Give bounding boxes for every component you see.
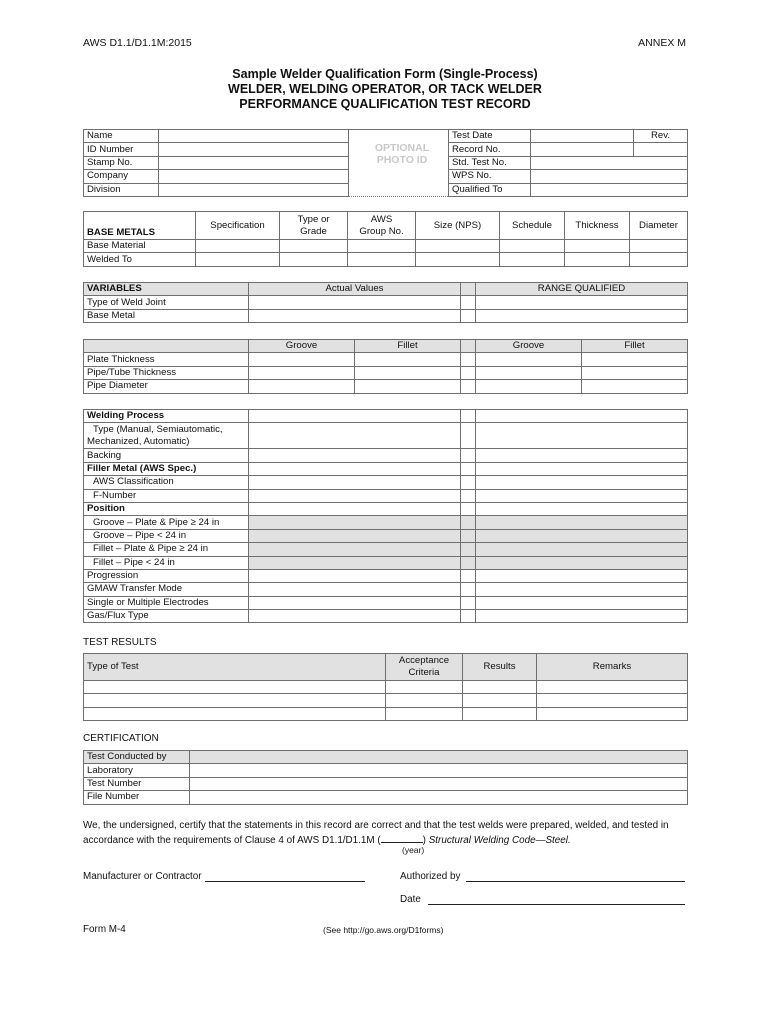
- test-row-1-criteria[interactable]: [386, 681, 463, 694]
- type-note-2: Mechanized, Automatic): [87, 435, 190, 447]
- welded-to-thickness[interactable]: [565, 253, 630, 266]
- file-number-label: File Number: [84, 791, 190, 804]
- plate-thickness-groove[interactable]: [249, 353, 355, 366]
- pipe-thickness-range-groove[interactable]: [476, 366, 582, 379]
- spacer-cell: [461, 610, 476, 623]
- f-number-label: F-Number: [84, 489, 249, 502]
- id-number-field[interactable]: [159, 143, 349, 156]
- spacer-cell: [461, 449, 476, 462]
- base-metal-label: Base Metal: [84, 309, 249, 322]
- test-row-2-type[interactable]: [84, 694, 386, 707]
- welded-to-grade[interactable]: [280, 253, 348, 266]
- statement-line-2: accordance with the requirements of Clause 4 of AWS D1.1/D1.1M (: [83, 835, 381, 846]
- base-material-size[interactable]: [416, 240, 500, 253]
- test-number-label: Test Number: [84, 777, 190, 790]
- test-row-1-results[interactable]: [463, 681, 537, 694]
- gmaw-range[interactable]: [476, 583, 688, 596]
- plate-thickness-fillet[interactable]: [355, 353, 461, 366]
- pipe-diameter-groove[interactable]: [249, 380, 355, 393]
- spacer-cell: [461, 529, 476, 542]
- position-actual[interactable]: [249, 502, 461, 515]
- base-material-schedule[interactable]: [500, 240, 565, 253]
- actual-groove-header: Groove: [249, 340, 355, 353]
- variables-table: [83, 282, 688, 323]
- spacer-cell: [461, 476, 476, 489]
- test-row-1-remarks[interactable]: [537, 681, 688, 694]
- filler-metal-label: Filler Metal (AWS Spec.): [84, 462, 249, 475]
- photo-line-2: PHOTO ID: [376, 154, 428, 166]
- qualified-to-field[interactable]: [531, 183, 688, 196]
- spacer-cell: [461, 583, 476, 596]
- welding-process-range[interactable]: [476, 410, 688, 423]
- test-row-2-results[interactable]: [463, 694, 537, 707]
- name-label: Name: [84, 130, 159, 143]
- progression-range[interactable]: [476, 569, 688, 582]
- plate-thickness-range-fillet[interactable]: [582, 353, 688, 366]
- welded-to-label: Welded To: [84, 253, 196, 266]
- welded-to-schedule[interactable]: [500, 253, 565, 266]
- test-row-3-criteria[interactable]: [386, 707, 463, 720]
- backing-label: Backing: [84, 449, 249, 462]
- spacer-cell: [461, 502, 476, 515]
- test-row-3-type[interactable]: [84, 707, 386, 720]
- pipe-diameter-fillet[interactable]: [355, 380, 461, 393]
- groove-fillet-corner: [84, 340, 249, 353]
- year-blank[interactable]: [381, 832, 423, 843]
- stamp-no-label: Stamp No.: [84, 156, 159, 169]
- welded-to-specification[interactable]: [196, 253, 280, 266]
- pipe-thickness-fillet[interactable]: [355, 366, 461, 379]
- aws-classification-actual[interactable]: [249, 476, 461, 489]
- code-title: Structural Welding Code—Steel.: [428, 835, 571, 846]
- col-specification: Specification: [196, 212, 280, 240]
- spacer-cell: [461, 380, 476, 393]
- position-range[interactable]: [476, 502, 688, 515]
- base-metals-table: [83, 211, 688, 267]
- gas-flux-range[interactable]: [476, 610, 688, 623]
- record-no-label: Record No.: [449, 143, 531, 156]
- qualified-to-label: Qualified To: [449, 183, 531, 196]
- backing-actual[interactable]: [249, 449, 461, 462]
- base-material-specification[interactable]: [196, 240, 280, 253]
- fillet-plate-label: Fillet – Plate & Pipe ≥ 24 in: [84, 543, 249, 556]
- laboratory-field[interactable]: [190, 764, 688, 777]
- col-remarks: Remarks: [537, 654, 688, 681]
- base-material-label: Base Material: [84, 240, 196, 253]
- aws-classification-label: AWS Classification: [84, 476, 249, 489]
- test-date-field[interactable]: [531, 130, 634, 143]
- laboratory-label: Laboratory: [84, 764, 190, 777]
- test-results-table: [83, 653, 688, 721]
- col-thickness: Thickness: [565, 212, 630, 240]
- range-groove-header: Groove: [476, 340, 582, 353]
- authorized-signature-line[interactable]: [466, 881, 685, 882]
- gas-flux-label: Gas/Flux Type: [84, 610, 249, 623]
- groove-plate-label: Groove – Plate & Pipe ≥ 24 in: [84, 516, 249, 529]
- wps-no-label: WPS No.: [449, 170, 531, 183]
- groove-pipe-label: Groove – Pipe < 24 in: [84, 529, 249, 542]
- f-number-actual[interactable]: [249, 489, 461, 502]
- col-type-of-test: Type of Test: [84, 654, 386, 681]
- range-qualified-header: RANGE QUALIFIED: [476, 283, 688, 296]
- col-acceptance-line2: Criteria: [408, 667, 440, 678]
- base-material-grade[interactable]: [280, 240, 348, 253]
- manufacturer-label: Manufacturer or Contractor: [83, 871, 202, 882]
- progression-label: Progression: [84, 569, 249, 582]
- fillet-pipe-actual[interactable]: [249, 556, 461, 569]
- record-no-field[interactable]: [531, 143, 634, 156]
- fillet-pipe-label: Fillet – Pipe < 24 in: [84, 556, 249, 569]
- col-diameter: Diameter: [630, 212, 688, 240]
- authorized-by-label: Authorized by: [400, 871, 461, 882]
- weld-joint-actual[interactable]: [249, 296, 461, 309]
- type-range[interactable]: [476, 423, 688, 449]
- type-label-cell: [84, 423, 249, 449]
- gmaw-actual[interactable]: [249, 583, 461, 596]
- groove-fillet-table: [83, 339, 688, 394]
- photo-line-1: OPTIONAL: [374, 142, 430, 154]
- fillet-plate-actual[interactable]: [249, 543, 461, 556]
- backing-range[interactable]: [476, 449, 688, 462]
- stamp-no-field[interactable]: [159, 156, 349, 169]
- certification-table: [83, 750, 688, 805]
- aws-classification-range[interactable]: [476, 476, 688, 489]
- spacer-cell: [461, 489, 476, 502]
- base-metals-title: BASE METALS: [84, 212, 196, 240]
- electrodes-label: Single or Multiple Electrodes: [84, 596, 249, 609]
- date-line[interactable]: [428, 904, 685, 905]
- col-type-grade-line1: Type or: [297, 213, 330, 225]
- col-schedule: Schedule: [500, 212, 565, 240]
- welding-process-actual[interactable]: [249, 410, 461, 423]
- test-row-3-remarks[interactable]: [537, 707, 688, 720]
- plate-thickness-label: Plate Thickness: [84, 353, 249, 366]
- spacer-cell: [461, 569, 476, 582]
- forms-link[interactable]: (See http://go.aws.org/D1forms): [323, 925, 444, 935]
- form-number: Form M-4: [83, 924, 126, 935]
- type-of-weld-joint-label: Type of Weld Joint: [84, 296, 249, 309]
- f-number-range[interactable]: [476, 489, 688, 502]
- actual-fillet-header: Fillet: [355, 340, 461, 353]
- spacer-cell: [461, 516, 476, 529]
- file-number-field[interactable]: [190, 791, 688, 804]
- std-test-no-label: Std. Test No.: [449, 156, 531, 169]
- actual-values-header: Actual Values: [249, 283, 461, 296]
- spacer-cell: [461, 309, 476, 322]
- electrodes-actual[interactable]: [249, 596, 461, 609]
- col-results: Results: [463, 654, 537, 681]
- test-row-2-criteria[interactable]: [386, 694, 463, 707]
- col-type-grade-line2: Grade: [300, 225, 327, 237]
- rev-field[interactable]: [634, 143, 688, 156]
- position-label: Position: [84, 502, 249, 515]
- form-title: Sample Welder Qualification Form (Single-Process): [232, 67, 538, 81]
- fillet-pipe-range[interactable]: [476, 556, 688, 569]
- photo-id-placeholder: [352, 142, 452, 166]
- type-actual[interactable]: [249, 423, 461, 449]
- pipe-thickness-groove[interactable]: [249, 366, 355, 379]
- spacer-cell: [461, 353, 476, 366]
- spacer-cell: [461, 410, 476, 423]
- weld-joint-range[interactable]: [476, 296, 688, 309]
- id-number-label: ID Number: [84, 143, 159, 156]
- base-metal-range[interactable]: [476, 309, 688, 322]
- statement-line-1: We, the undersigned, certify that the statements in this record are correct and that the test welds were prepared, welded, and tested in: [83, 820, 669, 831]
- col-size: Size (NPS): [416, 212, 500, 240]
- header-standard: AWS D1.1/D1.1M:2015: [83, 37, 192, 49]
- base-metal-actual[interactable]: [249, 309, 461, 322]
- header-annex: ANNEX M: [638, 37, 686, 49]
- filler-metal-range[interactable]: [476, 462, 688, 475]
- certification-statement: [83, 819, 669, 847]
- test-conducted-by-label: Test Conducted by: [84, 751, 190, 764]
- pipe-diameter-range-fillet[interactable]: [582, 380, 688, 393]
- test-row-3-results[interactable]: [463, 707, 537, 720]
- groove-pipe-range[interactable]: [476, 529, 688, 542]
- pipe-tube-thickness-label: Pipe/Tube Thickness: [84, 366, 249, 379]
- col-type-grade: [280, 212, 348, 240]
- certification-label: CERTIFICATION: [83, 733, 159, 744]
- welded-to-group[interactable]: [348, 253, 416, 266]
- welding-process-label: Welding Process: [84, 410, 249, 423]
- test-row-2-remarks[interactable]: [537, 694, 688, 707]
- fillet-plate-range[interactable]: [476, 543, 688, 556]
- division-label: Division: [84, 183, 159, 196]
- pipe-diameter-range-groove[interactable]: [476, 380, 582, 393]
- division-field[interactable]: [159, 183, 349, 196]
- welded-to-diameter[interactable]: [630, 253, 688, 266]
- spacer-cell: [461, 596, 476, 609]
- test-row-1-type[interactable]: [84, 681, 386, 694]
- groove-plate-actual[interactable]: [249, 516, 461, 529]
- filler-metal-actual[interactable]: [249, 462, 461, 475]
- plate-thickness-range-groove[interactable]: [476, 353, 582, 366]
- pipe-diameter-label: Pipe Diameter: [84, 380, 249, 393]
- base-material-diameter[interactable]: [630, 240, 688, 253]
- form-subtitle-1: WELDER, WELDING OPERATOR, OR TACK WELDER: [228, 82, 542, 96]
- test-results-label: TEST RESULTS: [83, 637, 157, 648]
- base-material-group[interactable]: [348, 240, 416, 253]
- form-subtitle-2: PERFORMANCE QUALIFICATION TEST RECORD: [239, 97, 531, 111]
- col-acceptance-criteria: [386, 654, 463, 681]
- welded-to-size[interactable]: [416, 253, 500, 266]
- company-field[interactable]: [159, 170, 349, 183]
- statement-close: ): [422, 835, 426, 846]
- col-acceptance-line1: Acceptance: [398, 655, 450, 666]
- type-label: Type: [93, 423, 114, 435]
- variables-spacer: [461, 283, 476, 296]
- spacer-cell: [461, 366, 476, 379]
- progression-actual[interactable]: [249, 569, 461, 582]
- test-conducted-by-shade: [190, 751, 688, 764]
- test-date-label: Test Date: [449, 130, 531, 143]
- spacer-cell: [461, 462, 476, 475]
- col-aws-group-line2: Group No.: [359, 225, 404, 237]
- spacer-cell: [461, 296, 476, 309]
- date-label: Date: [400, 894, 421, 905]
- col-aws-group-line1: AWS: [370, 213, 393, 225]
- electrodes-range[interactable]: [476, 596, 688, 609]
- type-note-1: (Manual, Semiautomatic,: [116, 423, 223, 435]
- manufacturer-signature-line[interactable]: [205, 881, 365, 882]
- name-field[interactable]: [159, 130, 349, 143]
- spacer-cell: [461, 423, 476, 449]
- std-test-no-field[interactable]: [531, 156, 688, 169]
- groove-fillet-spacer: [461, 340, 476, 353]
- test-number-field[interactable]: [190, 777, 688, 790]
- wps-no-field[interactable]: [531, 170, 688, 183]
- gas-flux-actual[interactable]: [249, 610, 461, 623]
- process-table: [83, 409, 688, 623]
- spacer-cell: [461, 556, 476, 569]
- year-caption: (year): [402, 845, 425, 855]
- range-fillet-header: Fillet: [582, 340, 688, 353]
- company-label: Company: [84, 170, 159, 183]
- groove-plate-range[interactable]: [476, 516, 688, 529]
- variables-title: VARIABLES: [84, 283, 249, 296]
- gmaw-label: GMAW Transfer Mode: [84, 583, 249, 596]
- groove-pipe-actual[interactable]: [249, 529, 461, 542]
- base-material-thickness[interactable]: [565, 240, 630, 253]
- col-aws-group: [348, 212, 416, 240]
- pipe-thickness-range-fillet[interactable]: [582, 366, 688, 379]
- rev-label: Rev.: [634, 130, 688, 143]
- spacer-cell: [461, 543, 476, 556]
